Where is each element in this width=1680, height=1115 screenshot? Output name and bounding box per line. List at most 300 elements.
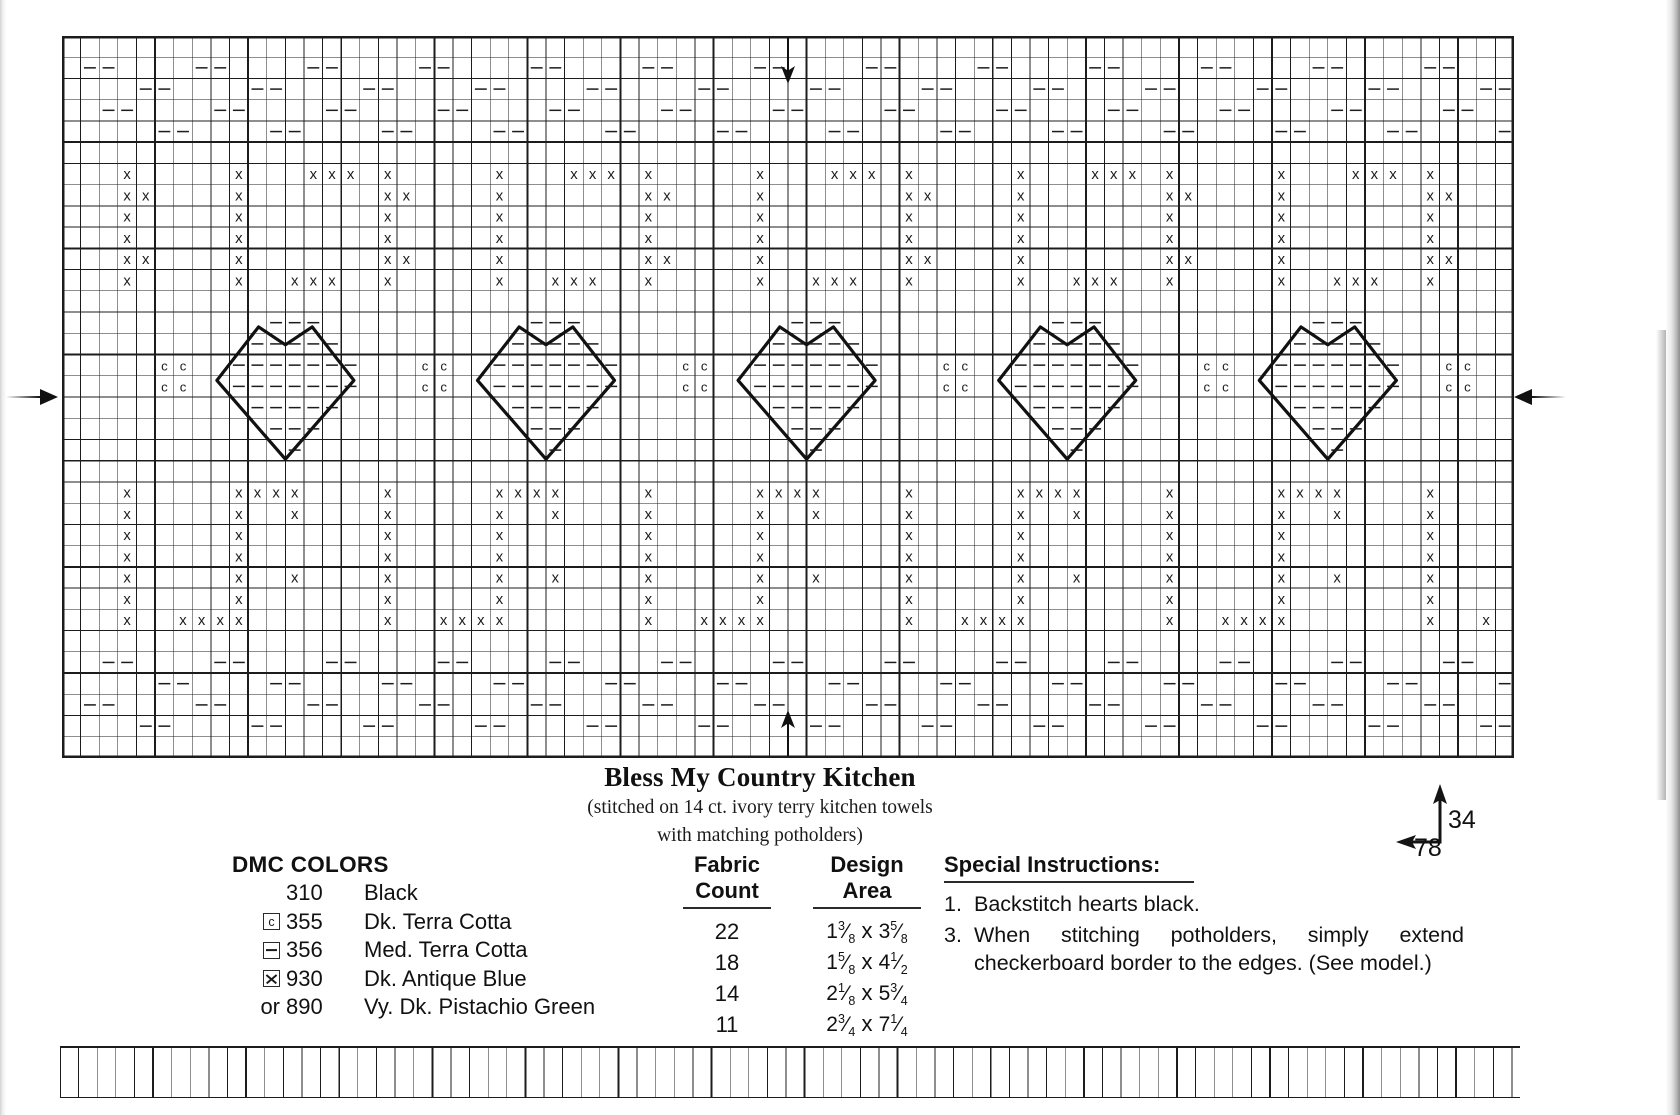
design-area-height: [879, 919, 908, 946]
title-block: [440, 762, 1080, 849]
svg-text:x: x: [402, 188, 411, 205]
svg-text:x: x: [1165, 209, 1174, 226]
svg-text:x: x: [570, 273, 578, 290]
svg-text:x: x: [905, 252, 913, 269]
fraction-numerator: 1: [890, 1011, 898, 1026]
svg-text:x: x: [123, 506, 131, 523]
svg-text:x: x: [235, 167, 243, 184]
fraction-denominator: 4: [900, 1024, 908, 1039]
svg-text:x: x: [1016, 485, 1025, 502]
fraction-denominator: 8: [848, 993, 856, 1008]
svg-text:x: x: [905, 188, 913, 205]
svg-text:x: x: [1128, 167, 1137, 184]
svg-text:x: x: [197, 613, 206, 630]
svg-text:x: x: [495, 188, 504, 205]
svg-text:x: x: [495, 485, 504, 502]
fraction-denominator: 4: [900, 993, 908, 1008]
design-area-width: [826, 1012, 855, 1039]
svg-text:x: x: [1296, 485, 1304, 502]
dmc-color-row: [232, 880, 652, 907]
fraction-numerator: 3: [837, 1011, 845, 1026]
svg-text:x: x: [123, 252, 131, 269]
svg-text:c: c: [682, 358, 689, 374]
svg-text:x: x: [328, 273, 336, 290]
svg-text:x: x: [290, 570, 299, 587]
svg-text:c: c: [179, 358, 187, 374]
svg-text:x: x: [1277, 528, 1286, 545]
info-area: [0, 848, 1680, 1048]
svg-text:x: x: [123, 273, 131, 290]
svg-text:x: x: [1370, 273, 1379, 290]
dimension-separator: x: [855, 979, 879, 1005]
dimension-separator: x: [855, 948, 879, 974]
svg-text:x: x: [923, 252, 932, 269]
fraction-denominator: 4: [848, 1024, 856, 1039]
svg-text:x: x: [235, 273, 243, 290]
svg-text:x: x: [1277, 570, 1286, 587]
svg-text:x: x: [1370, 167, 1379, 184]
svg-text:x: x: [346, 167, 355, 184]
svg-text:x: x: [384, 252, 392, 269]
svg-text:x: x: [1333, 273, 1341, 290]
svg-text:x: x: [235, 570, 243, 587]
svg-text:x: x: [1016, 252, 1025, 269]
svg-text:x: x: [756, 549, 764, 566]
dmc-color-name: Dk. Antique Blue: [364, 965, 527, 991]
svg-text:x: x: [1016, 188, 1025, 205]
svg-text:x: x: [1277, 549, 1286, 566]
fraction-denominator: 8: [900, 931, 908, 946]
fraction-slash: ⁄: [897, 919, 901, 943]
svg-text:x: x: [551, 506, 560, 523]
svg-text:x: x: [384, 188, 392, 205]
svg-text:x: x: [905, 591, 913, 608]
design-area-height-whole: 3: [878, 919, 891, 943]
fraction-denominator: 8: [848, 962, 856, 977]
symbol-glyph-c: c: [268, 914, 275, 929]
dimension-separator: x: [855, 1010, 879, 1036]
svg-text:x: x: [1389, 167, 1397, 184]
symbol-box: [263, 942, 280, 959]
svg-text:x: x: [644, 485, 653, 502]
svg-text:x: x: [1165, 506, 1174, 523]
svg-text:x: x: [774, 485, 783, 502]
svg-text:x: x: [384, 230, 392, 247]
svg-text:x: x: [123, 167, 131, 184]
page-spine-shadow: [1656, 330, 1666, 800]
svg-text:x: x: [1352, 273, 1360, 290]
dmc-color-name: Black: [364, 880, 418, 906]
svg-text:c: c: [421, 358, 429, 374]
svg-text:x: x: [384, 167, 392, 184]
svg-text:x: x: [384, 273, 392, 290]
svg-text:x: x: [235, 528, 243, 545]
svg-text:x: x: [272, 485, 280, 502]
design-area-width-whole: 2: [826, 1012, 838, 1036]
svg-text:c: c: [961, 379, 969, 395]
special-instruction-item: [944, 921, 1464, 978]
svg-text:x: x: [1277, 252, 1286, 269]
svg-text:x: x: [384, 485, 392, 502]
svg-text:x: x: [849, 273, 857, 290]
svg-text:x: x: [495, 528, 504, 545]
special-instruction-text: Backstitch hearts black.: [974, 892, 1200, 917]
svg-text:x: x: [142, 252, 150, 269]
design-area-value: [792, 1011, 942, 1039]
svg-text:x: x: [607, 167, 615, 184]
svg-text:x: x: [384, 209, 392, 226]
svg-text:c: c: [1222, 379, 1229, 395]
svg-text:x: x: [905, 613, 913, 630]
svg-text:x: x: [1277, 485, 1286, 502]
svg-text:c: c: [1464, 379, 1471, 395]
fabric-count-header-l2: Count: [695, 877, 759, 903]
svg-text:x: x: [290, 273, 299, 290]
svg-text:x: x: [532, 485, 541, 502]
svg-text:x: x: [1426, 549, 1434, 566]
svg-text:x: x: [905, 167, 913, 184]
svg-text:x: x: [1110, 167, 1118, 184]
svg-text:x: x: [1035, 485, 1044, 502]
design-area-height-whole: 7: [878, 1012, 891, 1036]
svg-text:c: c: [1445, 379, 1453, 395]
svg-text:x: x: [1277, 591, 1286, 608]
fraction-numerator: 5: [890, 918, 898, 933]
svg-text:x: x: [1165, 570, 1174, 587]
svg-text:x: x: [1426, 591, 1434, 608]
stitch-count-vertical: 34: [1448, 806, 1476, 834]
svg-text:x: x: [1426, 167, 1434, 184]
fabric-table-row: [662, 916, 952, 947]
dmc-colors-list: [232, 880, 652, 1021]
svg-text:x: x: [1352, 167, 1360, 184]
fabric-count-header: [662, 852, 792, 909]
svg-text:x: x: [905, 570, 913, 587]
design-area-width: [826, 919, 855, 946]
svg-text:x: x: [1426, 506, 1434, 523]
svg-text:x: x: [1333, 485, 1341, 502]
dmc-symbol-prefix: [232, 994, 286, 1020]
fraction-numerator: 3: [890, 980, 898, 995]
svg-text:x: x: [644, 188, 653, 205]
svg-text:x: x: [644, 209, 653, 226]
svg-text:x: x: [309, 167, 318, 184]
svg-text:c: c: [1203, 379, 1211, 395]
center-side-arrows-icon: [6, 36, 1566, 758]
svg-text:x: x: [551, 273, 560, 290]
dmc-color-row: [232, 909, 652, 936]
special-instructions-list: [944, 890, 1464, 977]
dmc-color-number: 310: [286, 880, 323, 906]
svg-text:x: x: [1165, 549, 1174, 566]
fraction-slash: ⁄: [844, 950, 849, 974]
svg-text:x: x: [588, 273, 597, 290]
svg-text:c: c: [161, 379, 168, 395]
dmc-symbol-c-icon: [232, 913, 286, 930]
design-area-width-whole: 1: [826, 919, 838, 943]
dimension-separator: x: [855, 917, 879, 943]
svg-text:x: x: [123, 591, 131, 608]
svg-text:x: x: [235, 230, 243, 247]
svg-text:c: c: [700, 358, 708, 374]
svg-text:x: x: [1016, 591, 1025, 608]
svg-text:x: x: [402, 252, 411, 269]
svg-text:x: x: [1091, 167, 1099, 184]
design-area-width: [826, 981, 855, 1008]
svg-text:x: x: [588, 167, 597, 184]
svg-text:x: x: [1221, 613, 1230, 630]
svg-text:x: x: [1277, 613, 1286, 630]
svg-text:x: x: [663, 252, 671, 269]
svg-text:x: x: [663, 188, 671, 205]
stitch-count-horizontal: 78: [1414, 834, 1442, 862]
fabric-count-value: 14: [714, 980, 740, 1006]
fabric-count-header-l1: Fabric: [693, 852, 761, 877]
dmc-colors-block: [232, 852, 652, 1021]
page-title: Bless My Country Kitchen: [604, 762, 916, 792]
svg-text:x: x: [123, 230, 131, 247]
design-area-width-whole: 1: [826, 950, 838, 974]
svg-text:x: x: [1072, 485, 1081, 502]
svg-text:x: x: [1165, 167, 1174, 184]
svg-text:x: x: [1016, 570, 1025, 587]
svg-text:x: x: [812, 570, 820, 587]
fraction-numerator: 1: [890, 949, 898, 964]
svg-text:x: x: [830, 167, 839, 184]
svg-text:x: x: [495, 613, 504, 630]
symbol-box: [263, 970, 280, 987]
svg-text:x: x: [290, 485, 299, 502]
svg-text:x: x: [123, 209, 131, 226]
design-area-height: [879, 1012, 908, 1039]
design-area-header-l2: Area: [842, 877, 892, 903]
special-instructions-rule: [944, 881, 1194, 883]
svg-text:x: x: [1016, 549, 1025, 566]
svg-text:x: x: [644, 613, 653, 630]
design-area-header-l1: Design: [830, 852, 904, 877]
dmc-color-name: Dk. Terra Cotta: [364, 908, 512, 934]
svg-text:x: x: [179, 613, 187, 630]
svg-text:x: x: [1016, 506, 1025, 523]
svg-text:c: c: [440, 358, 447, 374]
dmc-color-name: Med. Terra Cotta: [364, 937, 528, 963]
svg-text:x: x: [905, 549, 913, 566]
svg-text:c: c: [1203, 358, 1211, 374]
svg-text:x: x: [1184, 188, 1192, 205]
svg-text:x: x: [961, 613, 969, 630]
svg-text:x: x: [290, 506, 299, 523]
svg-text:x: x: [1091, 273, 1099, 290]
svg-text:x: x: [1165, 613, 1174, 630]
svg-text:x: x: [384, 613, 392, 630]
dmc-symbol-x-icon: [232, 970, 286, 987]
svg-text:x: x: [235, 506, 243, 523]
svg-text:x: x: [756, 591, 764, 608]
svg-text:x: x: [998, 613, 1006, 630]
svg-text:x: x: [1240, 613, 1248, 630]
svg-text:x: x: [235, 485, 243, 502]
svg-text:x: x: [1277, 209, 1286, 226]
svg-text:x: x: [551, 570, 560, 587]
svg-text:x: x: [812, 485, 820, 502]
svg-text:x: x: [905, 506, 913, 523]
design-area-width: [826, 950, 855, 977]
fabric-count-value: 18: [714, 949, 740, 975]
svg-text:x: x: [1426, 252, 1434, 269]
fabric-table-row: [662, 947, 952, 978]
svg-text:x: x: [1165, 528, 1174, 545]
special-instructions-heading: Special Instructions:: [944, 852, 1161, 877]
svg-text:x: x: [1258, 613, 1267, 630]
fraction-denominator: 8: [848, 931, 856, 946]
svg-text:x: x: [123, 613, 131, 630]
svg-text:x: x: [384, 528, 392, 545]
svg-text:x: x: [1277, 273, 1286, 290]
dmc-color-number: 930: [286, 965, 323, 991]
svg-text:x: x: [1072, 273, 1081, 290]
fabric-count-value: 11: [715, 1011, 739, 1037]
svg-text:x: x: [756, 485, 764, 502]
svg-text:x: x: [1426, 209, 1434, 226]
svg-text:c: c: [161, 358, 168, 374]
fabric-table-row: [662, 1009, 952, 1040]
svg-text:x: x: [756, 528, 764, 545]
svg-text:x: x: [384, 506, 392, 523]
design-area-height: [879, 981, 908, 1008]
svg-text:x: x: [1016, 209, 1025, 226]
fraction-numerator: 5: [837, 949, 845, 964]
svg-text:x: x: [1165, 273, 1174, 290]
svg-text:x: x: [644, 273, 653, 290]
svg-text:x: x: [1277, 167, 1286, 184]
fraction-denominator: 2: [900, 962, 908, 977]
dmc-color-number: 356: [286, 937, 323, 963]
svg-text:x: x: [384, 549, 392, 566]
svg-text:x: x: [756, 252, 764, 269]
svg-text:x: x: [235, 591, 243, 608]
svg-text:x: x: [868, 167, 876, 184]
svg-text:x: x: [235, 188, 243, 205]
svg-text:x: x: [1016, 167, 1025, 184]
fraction-slash: ⁄: [844, 1012, 849, 1036]
svg-text:x: x: [495, 230, 504, 247]
dmc-colors-heading: DMC COLORS: [232, 852, 389, 877]
dmc-symbol-dash-icon: [232, 942, 286, 959]
svg-text:x: x: [756, 230, 764, 247]
svg-text:x: x: [1165, 252, 1174, 269]
svg-text:x: x: [123, 570, 131, 587]
fabric-count-value: 22: [714, 918, 740, 944]
svg-text:x: x: [1426, 570, 1434, 587]
design-area-header: [792, 852, 942, 909]
svg-text:x: x: [253, 485, 262, 502]
fraction-slash: ⁄: [844, 919, 849, 943]
svg-text:c: c: [961, 358, 969, 374]
fabric-table-body: [662, 916, 952, 1040]
svg-text:x: x: [1445, 252, 1453, 269]
svg-text:x: x: [1165, 188, 1174, 205]
svg-text:x: x: [1016, 230, 1025, 247]
svg-text:x: x: [1165, 230, 1174, 247]
svg-text:x: x: [1426, 188, 1434, 205]
svg-text:x: x: [123, 549, 131, 566]
svg-text:x: x: [384, 570, 392, 587]
svg-text:c: c: [421, 379, 429, 395]
svg-text:c: c: [440, 379, 447, 395]
design-area-height-whole: 5: [878, 981, 891, 1005]
svg-text:x: x: [905, 485, 913, 502]
svg-text:x: x: [644, 591, 653, 608]
svg-text:x: x: [1426, 528, 1434, 545]
svg-text:x: x: [1054, 485, 1062, 502]
symbol-box: [263, 913, 280, 930]
fabric-count-rule: [683, 907, 771, 909]
svg-text:x: x: [123, 188, 131, 205]
fraction-slash: ⁄: [897, 950, 901, 974]
svg-text:x: x: [123, 528, 131, 545]
design-area-value: [792, 949, 942, 977]
svg-text:x: x: [235, 209, 243, 226]
svg-text:x: x: [328, 167, 336, 184]
fabric-table-header: [662, 852, 952, 909]
fraction-slash: ⁄: [897, 1012, 901, 1036]
svg-text:c: c: [179, 379, 187, 395]
svg-text:x: x: [737, 613, 746, 630]
svg-text:x: x: [905, 528, 913, 545]
svg-text:x: x: [644, 570, 653, 587]
fraction-slash: ⁄: [844, 981, 849, 1005]
svg-text:x: x: [1445, 188, 1453, 205]
svg-text:x: x: [1333, 570, 1341, 587]
svg-text:x: x: [235, 613, 243, 630]
svg-text:x: x: [1426, 230, 1434, 247]
svg-text:x: x: [495, 252, 504, 269]
svg-text:x: x: [923, 188, 932, 205]
symbol-glyph-dash: [266, 949, 277, 951]
svg-text:x: x: [1016, 613, 1025, 630]
svg-text:x: x: [1110, 273, 1118, 290]
svg-text:x: x: [570, 167, 578, 184]
svg-text:x: x: [495, 591, 504, 608]
svg-text:x: x: [644, 167, 653, 184]
svg-text:c: c: [682, 379, 689, 395]
fraction-numerator: 1: [837, 980, 845, 995]
svg-text:x: x: [1165, 591, 1174, 608]
special-instruction-number: 3.: [944, 922, 962, 947]
svg-text:x: x: [495, 209, 504, 226]
svg-text:x: x: [1333, 506, 1341, 523]
pattern-chart: [62, 36, 1514, 758]
svg-text:x: x: [1426, 613, 1434, 630]
svg-text:x: x: [1072, 570, 1081, 587]
svg-text:x: x: [1016, 273, 1025, 290]
svg-text:x: x: [384, 591, 392, 608]
special-instruction-item: [944, 890, 1464, 918]
svg-text:x: x: [644, 506, 653, 523]
design-area-rule: [813, 907, 921, 909]
design-area-value: [792, 918, 942, 946]
dmc-color-row: [232, 937, 652, 964]
svg-text:x: x: [458, 613, 466, 630]
svg-text:c: c: [1222, 358, 1229, 374]
fraction-slash: ⁄: [897, 981, 901, 1005]
svg-text:x: x: [644, 252, 653, 269]
svg-text:x: x: [1016, 528, 1025, 545]
design-area-value: [792, 980, 942, 1008]
svg-text:x: x: [495, 506, 504, 523]
dmc-color-number: 890: [286, 994, 323, 1020]
svg-text:x: x: [979, 613, 988, 630]
